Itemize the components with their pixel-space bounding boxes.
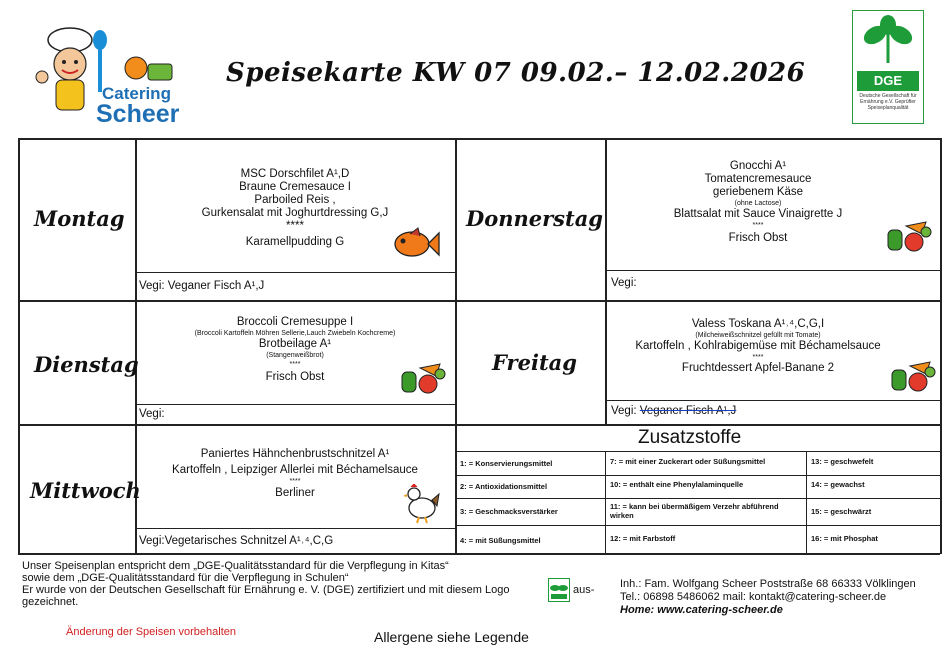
menu-line: Fruchtdessert Apfel-Banane 2 <box>681 362 835 374</box>
menu-line: Tomatencremesauce <box>704 173 812 185</box>
vegi-line-do <box>605 270 940 271</box>
vegi-struck: Veganer Fisch A¹,J <box>639 405 737 417</box>
zt-row-line <box>455 498 940 499</box>
day-mittwoch: Mittwoch <box>30 478 141 503</box>
zt-item: 2: = Antioxidationsmittel <box>460 482 548 491</box>
footer-line2: sowie dem „DGE-Qualitätsstandard für die Verpflegung in Schulen“ <box>22 572 349 584</box>
dge-subtext: Deutsche Gesellschaft für Ernährung e.V. Geprüfter Speiseplanqualität <box>859 93 917 111</box>
zt-item: 4: = mit Süßungsmittel <box>460 536 541 545</box>
menu-line: Berliner <box>275 487 315 499</box>
allergene-notice: Allergene siehe Legende <box>374 629 529 645</box>
footer-line4: gezeichnet. <box>22 596 79 608</box>
grid-mid <box>455 138 457 554</box>
menu-line: Gurkensalat mit Joghurtdressing G,J <box>201 207 389 219</box>
menu-line: Kartoffeln , Leipziger Allerlei mit Béchamelsauce <box>172 464 418 476</box>
leaf-icon <box>549 579 569 601</box>
menu-line: Karamellpudding G <box>245 236 345 248</box>
brand-name-line1: Catering <box>102 84 171 103</box>
zt-item: 7: = mit einer Zuckerart oder Süßungsmittel <box>610 457 766 466</box>
grid-bottom <box>18 553 940 555</box>
vegi-line-mi <box>135 528 455 529</box>
dge-logo <box>852 10 924 124</box>
leaf-icon <box>853 11 923 71</box>
zt-item: 15: = geschwärzt <box>811 507 872 516</box>
menu-line: Valess Toskana A¹˒⁴,C,G,I <box>691 318 825 330</box>
menu-line: Brotbeilage A¹ <box>258 338 332 350</box>
day-freitag: Freitag <box>492 350 577 375</box>
vegi-line-fr <box>605 400 940 401</box>
zt-row-line <box>455 525 940 526</box>
menu-stars: **** <box>289 478 301 485</box>
change-notice: Änderung der Speisen vorbehalten <box>66 626 237 638</box>
grid-right <box>940 138 942 554</box>
vegi-dienstag: Vegi: <box>139 408 165 420</box>
brand-name-line2: Scheer <box>96 100 180 128</box>
menu-line: Parboiled Reis , <box>254 194 336 206</box>
dge-label: DGE <box>857 71 919 91</box>
menu-stars: **** <box>752 222 764 229</box>
menu-line: geriebenem Käse <box>712 186 804 198</box>
zt-item: 16: = mit Phosphat <box>811 534 878 543</box>
fish-icon <box>390 226 440 262</box>
menu-line: MSC Dorschfilet A¹,D <box>240 168 350 180</box>
menu-note: (Stangenweißbrot) <box>266 352 324 359</box>
menu-stars: **** <box>752 354 764 361</box>
catering-scheer-logo <box>30 22 190 130</box>
zusatzstoffe-title: Zusatzstoffe <box>638 427 742 448</box>
grid-left <box>18 138 20 554</box>
vegi-prefix: Vegi: <box>611 405 640 417</box>
zt-item: 10: = enthält eine Phenylalaminquelle <box>610 480 744 489</box>
grid-row1 <box>18 300 940 302</box>
menu-line: Paniertes Hähnchenbrustschnitzel A¹ <box>200 448 390 460</box>
zt-col-line <box>806 451 807 553</box>
menu-stars: **** <box>289 361 301 368</box>
vegetables-icon <box>886 220 932 254</box>
zt-item: 14: = gewachst <box>811 480 865 489</box>
vegi-donnerstag: Vegi: <box>611 277 637 289</box>
day-dienstag: Dienstag <box>34 352 139 377</box>
vegetables-icon <box>400 362 446 396</box>
zt-item: 12: = mit Farbstoff <box>610 534 676 543</box>
menu-freitag <box>608 318 908 375</box>
page-title: Speisekarte KW 07 09.02.– 12.02.2026 <box>226 58 806 88</box>
menu-line: Gnocchi A¹ <box>729 160 787 172</box>
menu-line: Braune Cremesauce I <box>239 181 351 193</box>
contact-line2: Tel.: 06898 5486062 mail: kontakt@catering-scheer.de <box>620 591 887 603</box>
vegi-mittwoch: Vegi:Vegetarisches Schnitzel A¹˒⁴,C,G <box>139 535 334 547</box>
menu-note: (Broccoli Kartoffeln Möhren Sellerie,Lauch Zwiebeln Kochcreme) <box>194 330 396 337</box>
zt-item: 3: = Geschmacksverstärker <box>460 507 558 516</box>
menu-line: Broccoli Cremesuppe I <box>236 316 354 328</box>
contact-line1: Inh.: Fam. Wolfgang Scheer Poststraße 68 66333 Völklingen <box>620 578 916 590</box>
footer-aus: aus- <box>573 584 595 596</box>
vegi-freitag <box>611 405 736 417</box>
day-montag: Montag <box>34 206 125 231</box>
zt-item: 13: = geschwefelt <box>811 457 874 466</box>
footer-line3: Er wurde von der Deutschen Gesellschaft für Ernährung e. V. (DGE) zertifiziert und mit diesem Logo <box>22 584 510 596</box>
grid-col3 <box>605 138 607 424</box>
menu-line: Kartoffeln , Kohlrabigemüse mit Béchamelsauce <box>635 340 881 352</box>
zt-col-line <box>605 451 606 553</box>
footer-line1: Unser Speisenplan entspricht dem „DGE-Qualitätsstandard für die Verpflegung in Kitas“ <box>22 560 449 572</box>
menu-line: Frisch Obst <box>265 371 325 383</box>
chicken-icon <box>402 484 440 524</box>
zt-row-line <box>455 475 940 476</box>
contact-line3: Home: www.catering-scheer.de <box>620 604 783 616</box>
zt-row-line <box>455 451 940 452</box>
zt-item: 1: = Konservierungsmittel <box>460 459 553 468</box>
menu-note: (Milcheiweißschnitzel gefüllt mit Tomate) <box>695 332 821 339</box>
menu-donnerstag <box>608 160 908 245</box>
menu-note: (ohne Lactose) <box>734 200 782 207</box>
grid-row2 <box>18 424 940 426</box>
menu-line: Frisch Obst <box>728 232 788 244</box>
menu-line: **** <box>286 220 304 232</box>
vegi-line-di <box>135 404 455 405</box>
day-donnerstag: Donnerstag <box>466 206 603 231</box>
zt-item: 11: = kann bei übermäßigem Verzehr abführend wirken <box>610 502 779 520</box>
dge-mini-logo <box>548 578 570 602</box>
vegetables-icon <box>890 360 936 394</box>
vegi-line-mo <box>135 272 455 273</box>
grid-top <box>18 138 940 140</box>
menu-line: Blattsalat mit Sauce Vinaigrette J <box>673 208 843 220</box>
vegi-montag: Vegi: Veganer Fisch A¹,J <box>139 280 265 292</box>
